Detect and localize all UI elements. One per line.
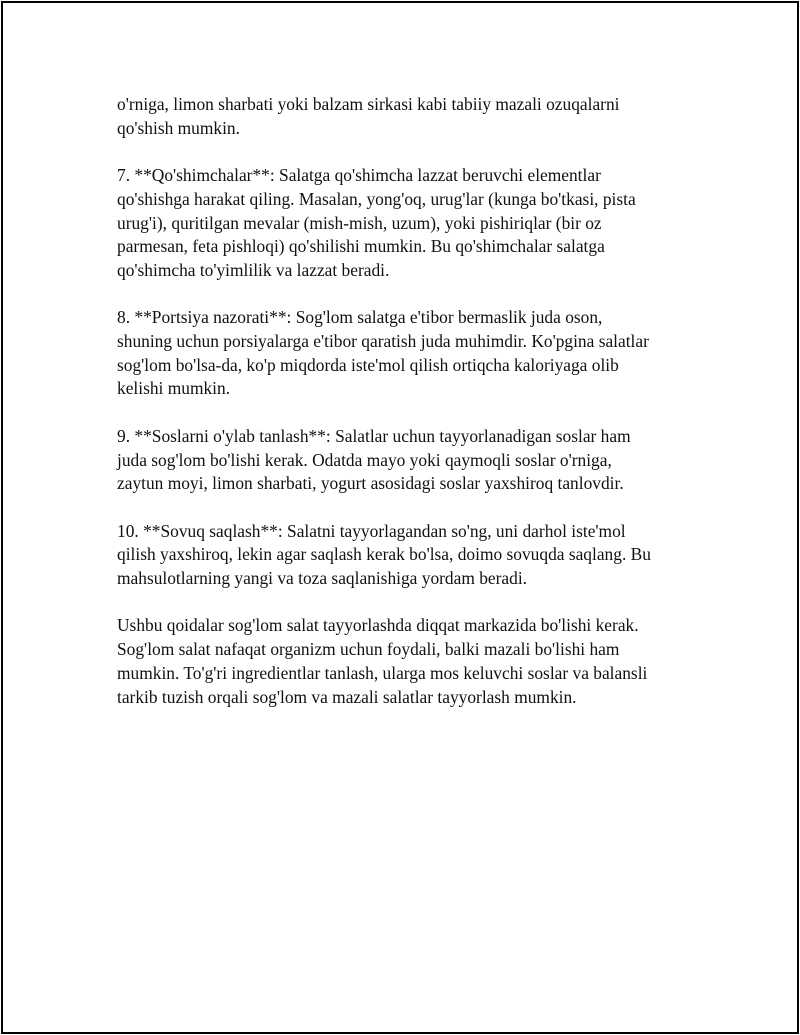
text-line: o'rniga, limon sharbati yoki balzam sirkasi kabi tabiiy mazali ozuqalarni — [117, 94, 620, 114]
text-line: Sog'lom salat nafaqat organizm uchun foydali, balki mazali bo'lishi ham — [117, 639, 620, 660]
text-line: urug'i), quritilgan mevalar (mish-mish, uzum), yoki pishiriqlar (bir oz — [117, 212, 602, 233]
paragraph-item-9-soslarni-tanlash — [117, 425, 697, 496]
text-line: qo'shimcha to'yimlilik va lazzat beradi. — [117, 259, 390, 280]
text-line: mahsulotlarning yangi va toza saqlanishiga yordam beradi. — [117, 568, 528, 588]
text-line: qilish yaxshiroq, lekin agar saqlash kerak bo'lsa, doimo sovuqda saqlang. Bu — [117, 544, 651, 565]
text-line: mumkin. To'g'ri ingredientlar tanlash, ularga mos keluvchi soslar va balansli — [117, 662, 648, 683]
text-line: shuning uchun porsiyalarga e'tibor qaratish juda muhimdir. Ko'pgina salatlar — [117, 331, 649, 351]
text-line: 9. **Soslarni o'ylab tanlash**: Salatlar uchun tayyorlanadigan soslar ham — [117, 425, 631, 446]
paragraph-intro-continuation — [117, 93, 697, 140]
text-line: qo'shish mumkin. — [117, 117, 240, 138]
paragraph-item-10-sovuq-saqlash — [117, 520, 697, 591]
text-line: 10. **Sovuq saqlash**: Salatni tayyorlagandan so'ng, uni darhol iste'mol — [117, 520, 626, 541]
text-line: qo'shishga harakat qiling. Masalan, yong'oq, urug'lar (kunga bo'tkasi, pista — [117, 188, 636, 209]
document-body — [117, 93, 697, 733]
text-line: 7. **Qo'shimchalar**: Salatga qo'shimcha lazzat beruvchi elementlar — [117, 165, 601, 186]
text-line: tarkib tuzish orqali sog'lom va mazali salatlar tayyorlash mumkin. — [117, 686, 577, 707]
text-line: sog'lom bo'lsa-da, ko'p miqdorda iste'mol qilish ortiqcha kaloriyaga olib — [117, 354, 619, 375]
text-line: Ushbu qoidalar sog'lom salat tayyorlashda diqqat markazida bo'lishi kerak. — [117, 615, 639, 636]
text-line: kelishi mumkin. — [117, 378, 231, 399]
paragraph-item-7-qoshimchalar — [117, 164, 697, 283]
text-line: zaytun moyi, limon sharbati, yogurt asosidagi soslar yaxshiroq tanlovdir. — [117, 473, 624, 494]
text-line: parmesan, feta pishloqi) qo'shilishi mumkin. Bu qo'shimchalar salatga — [117, 236, 605, 257]
text-line: 8. **Portsiya nazorati**: Sog'lom salatga e'tibor bermaslik juda oson, — [117, 307, 603, 328]
paragraph-conclusion — [117, 614, 697, 709]
paragraph-item-8-portsiya-nazorati — [117, 306, 697, 401]
text-line: juda sog'lom bo'lishi kerak. Odatda mayo yoki qaymoqli soslar o'rniga, — [117, 449, 612, 470]
